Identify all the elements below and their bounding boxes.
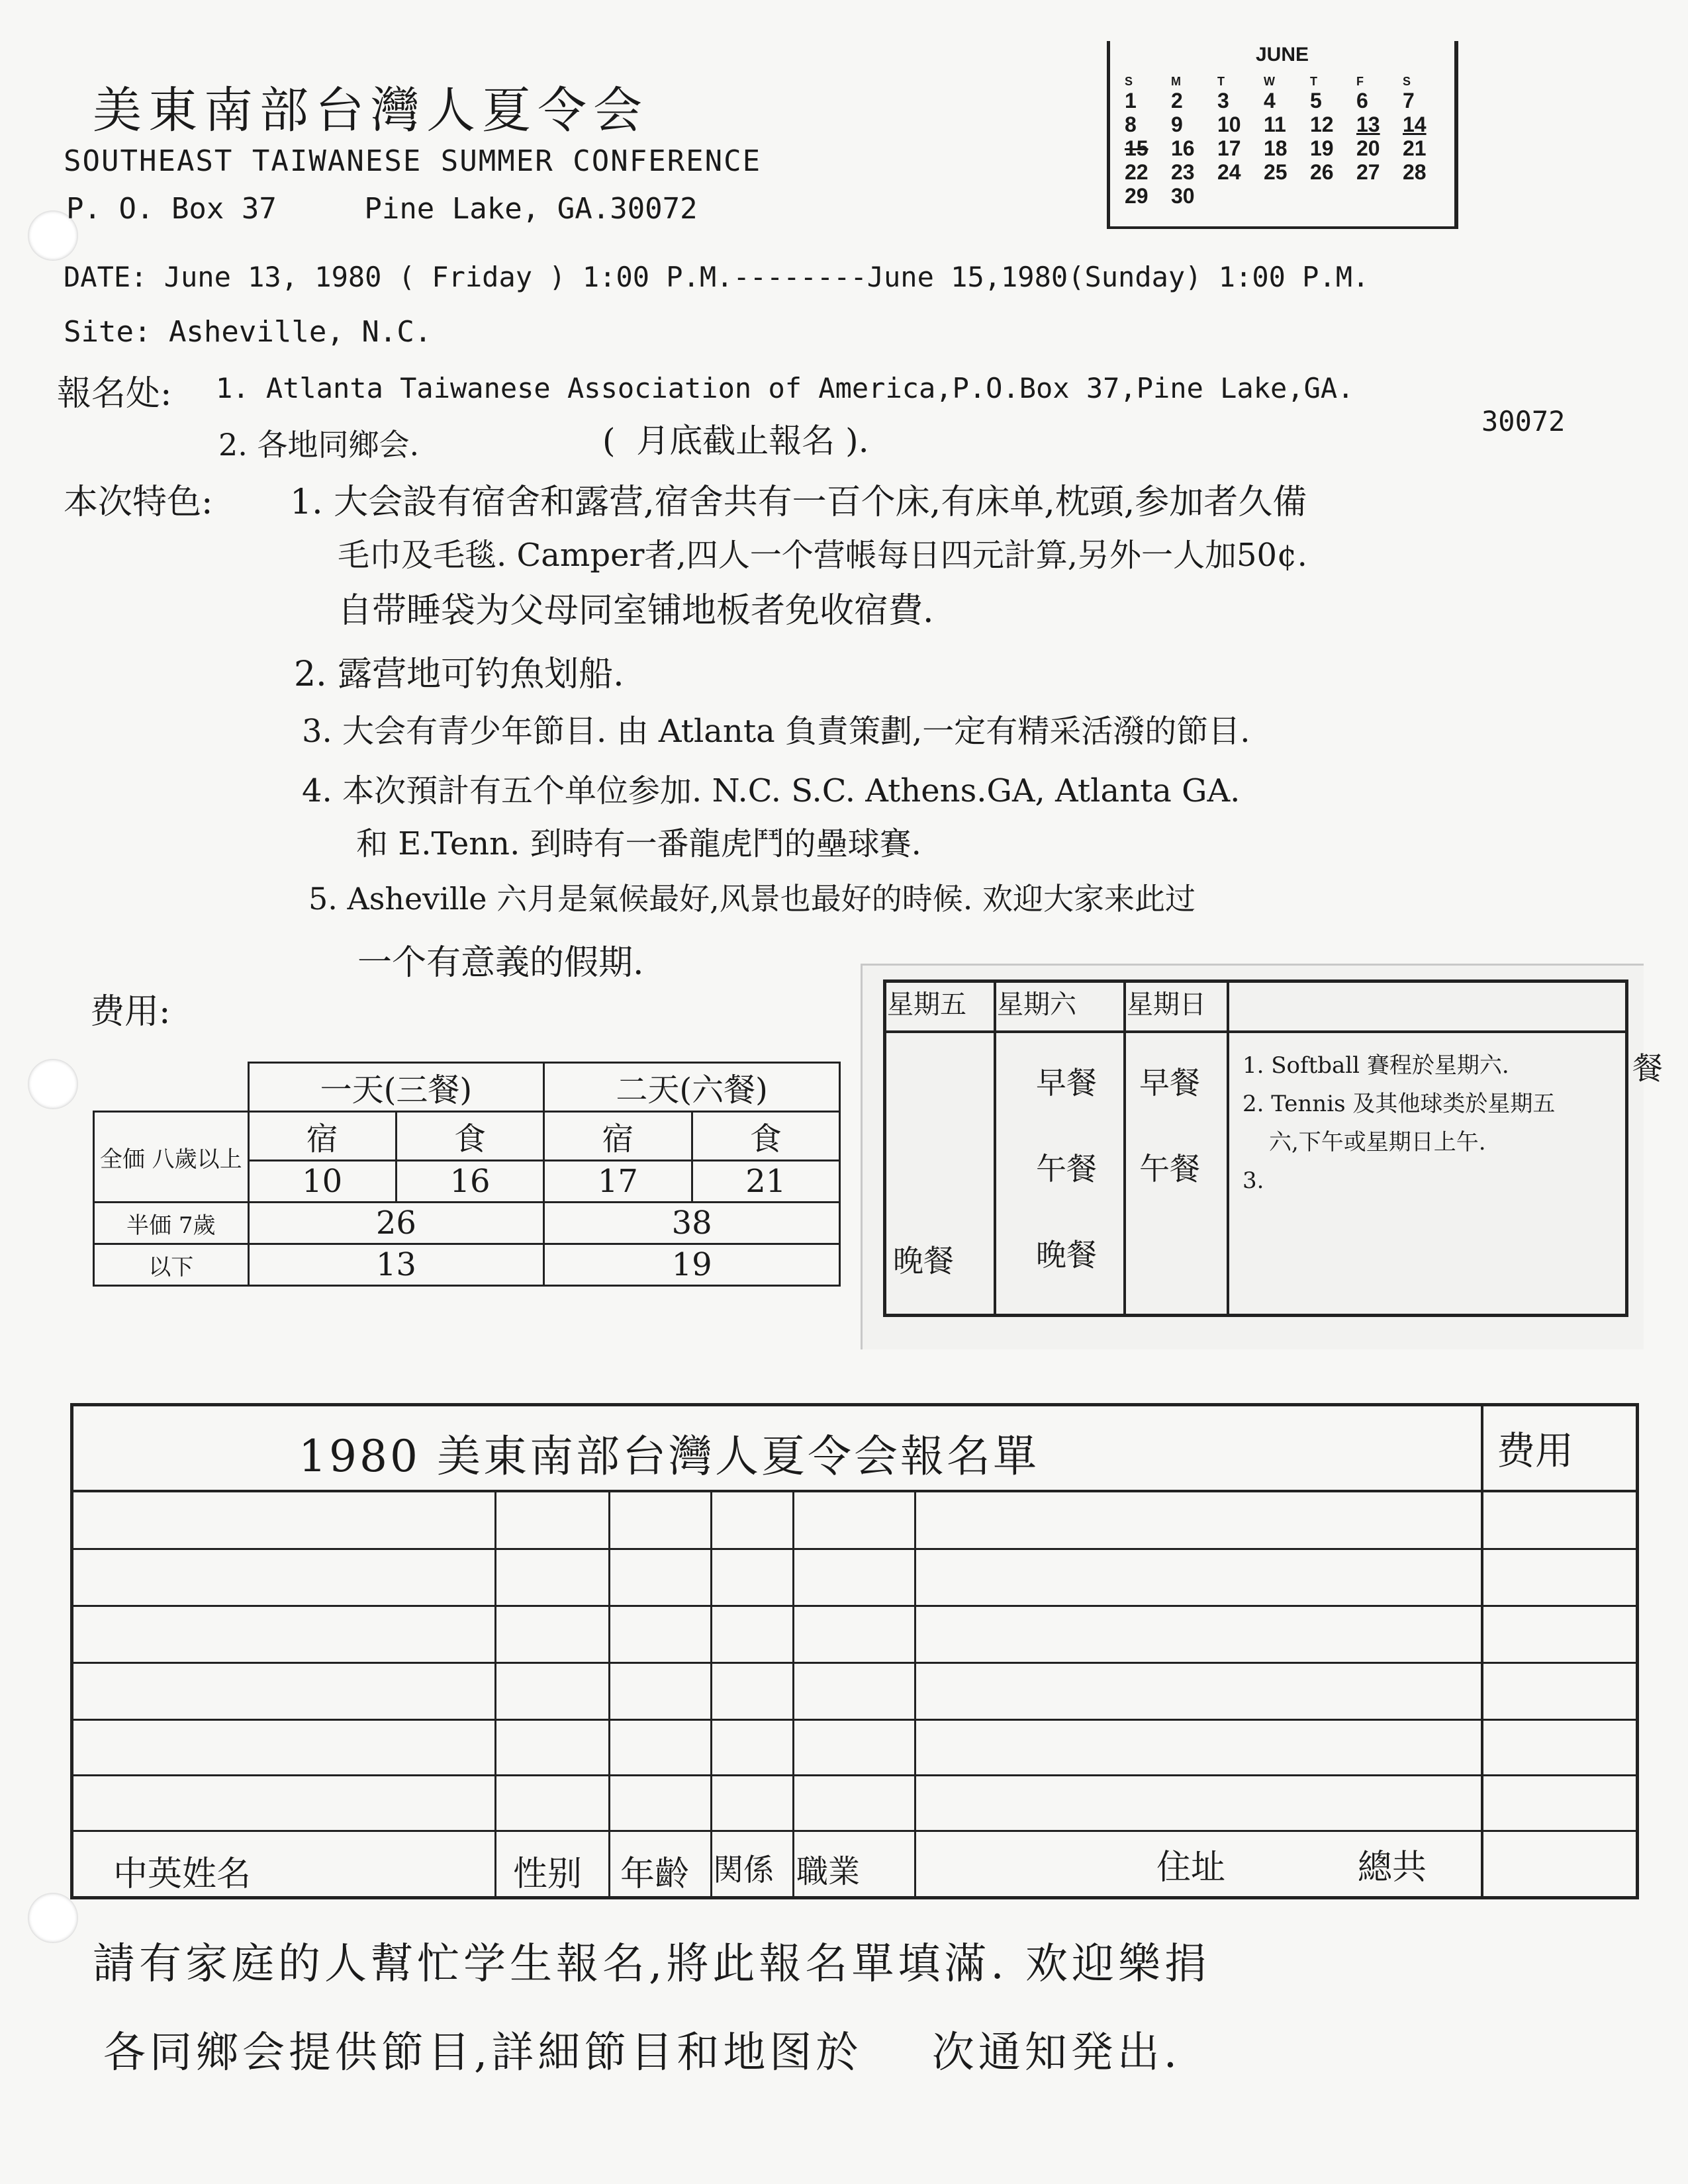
registration-1: 1. Atlanta Taiwanese Association of America,P.O.Box 37,Pine Lake,GA. — [216, 372, 1354, 404]
june-calendar — [1107, 41, 1458, 229]
calendar-day: 26 — [1310, 160, 1334, 184]
form-col-total: 總共 — [1358, 1848, 1427, 1888]
sched-sun-lunch: 午餐 — [1139, 1150, 1200, 1187]
footer-line-2: 各同鄉会提供節目,詳細節目和地图於 次通知発出. — [103, 2028, 1182, 2077]
calendar-day: 29 — [1125, 184, 1149, 208]
form-col-address: 住址 — [1156, 1848, 1226, 1888]
form-col-line — [710, 1490, 712, 1896]
calendar-day: 22 — [1125, 160, 1149, 184]
feature-1-line-1: 1. 大会設有宿舍和露营,宿舍共有一百个床,有床单,枕頭,参加者久備 — [290, 482, 1307, 522]
fee-row-full-label: 全価 八歲以上 — [94, 1112, 249, 1203]
sched-sun-breakfast: 早餐 — [1139, 1064, 1200, 1101]
form-col-name: 中英姓名 — [113, 1854, 252, 1894]
form-col-age: 年齡 — [620, 1854, 690, 1894]
sched-header-notes — [1228, 981, 1627, 1032]
fee-col-food: 食 — [692, 1112, 839, 1161]
form-col-relation: 関係 — [713, 1852, 774, 1888]
binder-hole-bottom — [28, 1893, 78, 1943]
calendar-day: 12 — [1310, 113, 1334, 136]
calendar-day: 20 — [1356, 136, 1380, 160]
dow: T — [1310, 75, 1317, 88]
features-label: 本次特色: — [64, 482, 213, 522]
fee-col-lodging: 宿 — [544, 1112, 692, 1161]
sched-sat-column — [995, 1032, 1125, 1316]
calendar-day: 17 — [1217, 136, 1241, 160]
calendar-day: 21 — [1403, 136, 1427, 160]
calendar-day: 8 — [1125, 113, 1137, 136]
sched-header-sat: 星期六 — [995, 981, 1125, 1032]
fee-col-lodging: 宿 — [248, 1112, 396, 1161]
calendar-day: 11 — [1264, 113, 1286, 136]
form-col-line — [494, 1490, 496, 1896]
form-row-line — [73, 1605, 1636, 1607]
form-row-line — [73, 1774, 1636, 1776]
registration-label: 報名处: — [57, 374, 172, 414]
feature-4-line-2: 和 E.Tenn. 到時有一番龍虎鬥的壘球賽. — [356, 825, 921, 862]
sched-note-2b: 六,下午或星期日上午. — [1269, 1128, 1486, 1156]
calendar-day: 25 — [1264, 160, 1288, 184]
title-english: SOUTHEAST TAIWANESE SUMMER CONFERENCE — [64, 144, 762, 178]
sched-sat-dinner: 晚餐 — [1036, 1236, 1097, 1273]
fee-value: 16 — [396, 1161, 543, 1203]
calendar-day: 1 — [1125, 89, 1137, 113]
calendar-day: 9 — [1171, 113, 1183, 136]
calendar-day: 27 — [1356, 160, 1380, 184]
feature-1-line-3: 自带睡袋为父母同室铺地板者免收宿費. — [338, 591, 934, 631]
fee-value: 17 — [544, 1161, 692, 1203]
form-col-occupation: 職業 — [796, 1853, 861, 1890]
form-fee-divider — [1481, 1406, 1483, 1896]
sched-note-2: 2. Tennis 及其他球类於星期五 — [1243, 1090, 1556, 1117]
fee-value: 13 — [248, 1244, 544, 1286]
registration-deadline-note: ( 月底截止報名 ). — [602, 422, 869, 460]
calendar-day: 19 — [1310, 136, 1334, 160]
calendar-day: 30 — [1171, 184, 1195, 208]
feature-2: 2. 露营地可钓魚划船. — [294, 655, 624, 694]
fee-corner-cell — [94, 1063, 249, 1112]
calendar-day: 3 — [1217, 89, 1229, 113]
calendar-day: 13 — [1356, 113, 1380, 136]
dow: M — [1171, 75, 1181, 88]
fee-row-half2-label: 以下 — [94, 1244, 249, 1286]
calendar-day: 28 — [1403, 160, 1427, 184]
fee-row-half-label: 半価 7歲 — [94, 1203, 249, 1244]
schedule-table — [883, 979, 1628, 1317]
site-line: Site: Asheville, N.C. — [64, 315, 432, 349]
calendar-day: 15 — [1125, 136, 1149, 160]
fee-value: 21 — [692, 1161, 839, 1203]
fee-value: 26 — [248, 1203, 544, 1244]
form-title-rule — [73, 1490, 1636, 1492]
calendar-day: 10 — [1217, 113, 1241, 136]
calendar-day: 24 — [1217, 160, 1241, 184]
form-row-line — [73, 1662, 1636, 1664]
form-row-line — [73, 1719, 1636, 1721]
fee-header-two-day: 二天(六餐) — [544, 1063, 840, 1112]
sched-sat-breakfast: 早餐 — [1036, 1064, 1097, 1101]
fee-value: 38 — [544, 1203, 840, 1244]
form-col-line — [608, 1490, 610, 1896]
calendar-day: 18 — [1264, 136, 1288, 160]
feature-1-line-2: 毛巾及毛毯. Camper者,四人一个营帳每日四元計算,另外一人加50¢. — [338, 537, 1307, 574]
sched-notes-column — [1228, 1032, 1627, 1316]
sched-sun-column — [1125, 1032, 1228, 1316]
calendar-grid — [1125, 65, 1449, 208]
sched-note-3: 3. — [1243, 1167, 1264, 1194]
date-line: DATE: June 13, 1980 ( Friday ) 1:00 P.M.--------June 15,1980(Sunday) 1:00 P.M. — [64, 261, 1370, 293]
form-col-sex: 性别 — [513, 1854, 583, 1894]
form-row-line — [73, 1830, 1636, 1832]
dow: S — [1403, 75, 1411, 88]
footer-line-1: 請有家庭的人幫忙学生報名,將此報名單填滿. 欢迎樂捐 — [93, 1940, 1211, 1989]
form-title: 1980 美東南部台灣人夏令会報名單 — [299, 1431, 1039, 1482]
sched-note-1: 1. Softball 賽程於星期六. — [1243, 1052, 1509, 1079]
form-col-line — [914, 1490, 916, 1896]
sched-fri-column — [885, 1032, 996, 1316]
calendar-day: 5 — [1310, 89, 1322, 113]
feature-4-line-1: 4. 本次預計有五个单位参加. N.C. S.C. Athens.GA, Atlanta GA. — [302, 772, 1241, 809]
title-chinese: 美東南部台灣人夏令会 — [93, 82, 649, 139]
feature-3: 3. 大会有青少年節目. 由 Atlanta 負責策劃,一定有精采活潑的節目. — [302, 713, 1250, 750]
form-fee-header: 费用 — [1497, 1428, 1574, 1473]
calendar-day: 2 — [1171, 89, 1183, 113]
sched-sat-lunch: 午餐 — [1036, 1150, 1097, 1187]
calendar-day: 6 — [1356, 89, 1368, 113]
form-row-line — [73, 1548, 1636, 1550]
dow: F — [1356, 75, 1364, 88]
dow: S — [1125, 75, 1133, 88]
calendar-month: JUNE — [1255, 44, 1309, 66]
mailing-address: P. O. Box 37 Pine Lake, GA.30072 — [66, 192, 698, 226]
fee-col-food: 食 — [396, 1112, 543, 1161]
fee-table — [93, 1062, 841, 1287]
binder-hole-middle — [28, 1059, 78, 1109]
calendar-day: 7 — [1403, 89, 1415, 113]
calendar-day: 23 — [1171, 160, 1195, 184]
sched-fri-dinner: 晚餐 — [893, 1243, 954, 1279]
calendar-day: 16 — [1171, 136, 1195, 160]
registration-1-zip: 30072 — [1481, 405, 1566, 437]
fee-value: 10 — [248, 1161, 396, 1203]
dow: T — [1217, 75, 1225, 88]
fee-value: 19 — [544, 1244, 840, 1286]
registration-2: 2. 各地同鄉会. — [218, 427, 420, 463]
fees-label: 费用: — [90, 992, 171, 1032]
sched-side-mark: 餐 — [1632, 1050, 1663, 1086]
registration-form — [70, 1403, 1639, 1899]
sched-header-sun: 星期日 — [1125, 981, 1228, 1032]
sched-header-fri: 星期五 — [887, 989, 966, 1020]
form-col-line — [792, 1490, 794, 1896]
feature-5-line-1: 5. Asheville 六月是氣候最好,风景也最好的時候. 欢迎大家来此过 — [308, 881, 1196, 917]
dow: W — [1264, 75, 1275, 88]
calendar-day: 14 — [1403, 113, 1427, 136]
feature-5-line-2: 一个有意義的假期. — [357, 943, 644, 983]
calendar-day: 4 — [1264, 89, 1276, 113]
fee-header-one-day: 一天(三餐) — [248, 1063, 544, 1112]
